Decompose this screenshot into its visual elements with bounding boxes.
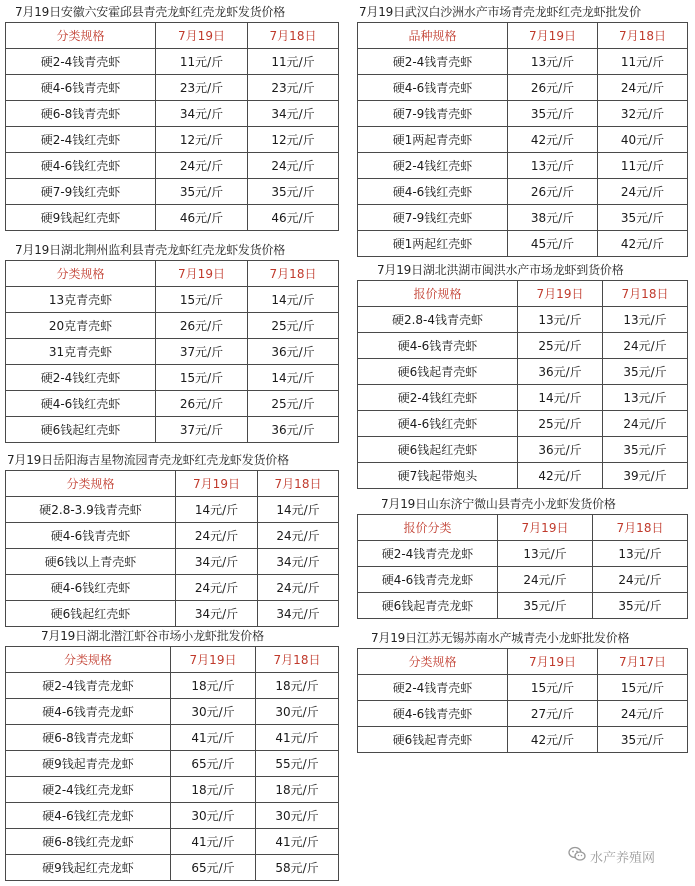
price-cell: 55元/斤 (256, 751, 339, 777)
price-block (357, 628, 687, 753)
table-row (6, 391, 339, 417)
table-row (6, 287, 339, 313)
table-row (6, 855, 339, 881)
price-cell: 35元/斤 (593, 593, 688, 619)
price-cell: 15元/斤 (598, 675, 688, 701)
price-cell: 35元/斤 (603, 437, 688, 463)
price-block (357, 494, 687, 619)
price-cell: 42元/斤 (518, 463, 603, 489)
table-row (358, 567, 688, 593)
table-row (6, 829, 339, 855)
table-row (6, 575, 339, 601)
price-cell: 11元/斤 (156, 49, 248, 75)
price-cell: 18元/斤 (256, 777, 339, 803)
price-cell: 30元/斤 (256, 803, 339, 829)
spec-cell: 硬2.8-4钱青壳虾 (358, 307, 518, 333)
price-cell: 13元/斤 (508, 153, 598, 179)
table-row (358, 675, 688, 701)
price-cell: 13元/斤 (498, 541, 593, 567)
price-cell: 14元/斤 (258, 497, 339, 523)
spec-cell: 硬2-4钱红壳虾 (6, 127, 156, 153)
header-cell: 分类规格 (6, 471, 176, 497)
price-cell: 35元/斤 (156, 179, 248, 205)
price-cell: 34元/斤 (176, 601, 258, 627)
spec-cell: 硬6钱以上青壳虾 (6, 549, 176, 575)
price-table (5, 470, 339, 627)
table-row (358, 179, 688, 205)
spec-cell: 硬7-9钱红壳虾 (6, 179, 156, 205)
header-cell: 7月19日 (156, 261, 248, 287)
price-cell: 26元/斤 (508, 179, 598, 205)
header-row (358, 281, 688, 307)
price-table (357, 22, 688, 257)
table-row (6, 601, 339, 627)
table-row (6, 75, 339, 101)
price-cell: 23元/斤 (248, 75, 339, 101)
table-row (6, 699, 339, 725)
header-row (6, 261, 339, 287)
price-cell: 36元/斤 (518, 437, 603, 463)
spec-cell: 硬7钱起带炮头 (358, 463, 518, 489)
block-title: 7月19日湖北洪湖市闽洪水产市场龙虾到货价格 (377, 263, 624, 277)
price-table (5, 22, 339, 231)
price-cell: 35元/斤 (498, 593, 593, 619)
spec-cell: 13克青壳虾 (6, 287, 156, 313)
spec-cell: 硬2-4钱青壳虾 (358, 49, 508, 75)
spec-cell: 硬2-4钱红壳虾 (358, 153, 508, 179)
price-cell: 14元/斤 (248, 365, 339, 391)
spec-cell: 20克青壳虾 (6, 313, 156, 339)
table-row (358, 307, 688, 333)
price-cell: 25元/斤 (248, 391, 339, 417)
price-cell: 39元/斤 (603, 463, 688, 489)
table-row (358, 385, 688, 411)
table-row (358, 727, 688, 753)
price-cell: 41元/斤 (171, 829, 256, 855)
table-row (358, 49, 688, 75)
table-row (358, 75, 688, 101)
table-row (6, 417, 339, 443)
table-row (358, 333, 688, 359)
table-row (358, 101, 688, 127)
spec-cell: 硬6-8钱青壳龙虾 (6, 725, 171, 751)
price-cell: 36元/斤 (248, 339, 339, 365)
table-row (6, 549, 339, 575)
table-row (6, 205, 339, 231)
spec-cell: 硬9钱起红壳虾 (6, 205, 156, 231)
spec-cell: 硬4-6钱红壳虾 (358, 179, 508, 205)
price-table (357, 648, 688, 753)
price-cell: 34元/斤 (176, 549, 258, 575)
table-row (6, 523, 339, 549)
table-row (358, 231, 688, 257)
price-cell: 30元/斤 (256, 699, 339, 725)
header-cell: 7月19日 (171, 647, 256, 673)
price-cell: 24元/斤 (598, 75, 688, 101)
spec-cell: 硬6钱起红壳虾 (6, 417, 156, 443)
table-row (358, 541, 688, 567)
block-title: 7月19日湖北荆州监利县青壳龙虾红壳龙虾发货价格 (15, 243, 286, 257)
price-block (5, 240, 338, 443)
table-row (6, 49, 339, 75)
table-row (6, 673, 339, 699)
price-block (5, 626, 338, 881)
header-cell: 7月18日 (248, 261, 339, 287)
price-cell: 18元/斤 (171, 673, 256, 699)
price-cell: 12元/斤 (248, 127, 339, 153)
price-cell: 35元/斤 (248, 179, 339, 205)
spec-cell: 硬4-6钱青壳虾 (6, 75, 156, 101)
price-cell: 34元/斤 (156, 101, 248, 127)
price-cell: 30元/斤 (171, 803, 256, 829)
wechat-icon (568, 846, 586, 866)
header-row (6, 471, 339, 497)
spec-cell: 硬2-4钱红壳虾 (358, 385, 518, 411)
header-cell: 7月19日 (156, 23, 248, 49)
price-cell: 24元/斤 (248, 153, 339, 179)
header-cell: 7月19日 (498, 515, 593, 541)
table-row (358, 593, 688, 619)
spec-cell: 硬1两起红壳虾 (358, 231, 508, 257)
header-cell: 7月17日 (598, 649, 688, 675)
spec-cell: 硬2-4钱青壳虾 (6, 49, 156, 75)
spec-cell: 硬6-8钱青壳虾 (6, 101, 156, 127)
spec-cell: 硬2.8-3.9钱青壳虾 (6, 497, 176, 523)
price-cell: 32元/斤 (598, 101, 688, 127)
spec-cell: 硬6钱起青壳虾 (358, 359, 518, 385)
spec-cell: 硬6钱起青壳龙虾 (358, 593, 498, 619)
price-cell: 38元/斤 (508, 205, 598, 231)
table-row (6, 153, 339, 179)
price-cell: 25元/斤 (518, 411, 603, 437)
table-row (358, 153, 688, 179)
price-cell: 25元/斤 (518, 333, 603, 359)
price-cell: 30元/斤 (171, 699, 256, 725)
table-row (6, 497, 339, 523)
spec-cell: 硬6-8钱红壳龙虾 (6, 829, 171, 855)
spec-cell: 31克青壳虾 (6, 339, 156, 365)
block-title: 7月19日山东济宁微山县青壳小龙虾发货价格 (381, 497, 616, 511)
spec-cell: 硬4-6钱红壳虾 (358, 411, 518, 437)
price-cell: 24元/斤 (593, 567, 688, 593)
spec-cell: 硬7-9钱青壳虾 (358, 101, 508, 127)
price-cell: 42元/斤 (508, 127, 598, 153)
price-cell: 24元/斤 (498, 567, 593, 593)
price-cell: 58元/斤 (256, 855, 339, 881)
table-row (358, 205, 688, 231)
header-row (6, 647, 339, 673)
price-block (5, 2, 338, 231)
spec-cell: 硬1两起青壳虾 (358, 127, 508, 153)
price-cell: 13元/斤 (508, 49, 598, 75)
spec-cell: 硬4-6钱红壳虾 (6, 575, 176, 601)
header-cell: 7月19日 (518, 281, 603, 307)
spec-cell: 硬6钱起青壳虾 (358, 727, 508, 753)
table-row (6, 365, 339, 391)
price-cell: 14元/斤 (518, 385, 603, 411)
header-cell: 报价规格 (358, 281, 518, 307)
spec-cell: 硬4-6钱红壳虾 (6, 391, 156, 417)
table-row (6, 179, 339, 205)
spec-cell: 硬6钱起红壳虾 (6, 601, 176, 627)
block-title: 7月19日岳阳海吉星物流园青壳龙虾红壳龙虾发货价格 (7, 453, 289, 467)
price-cell: 11元/斤 (598, 49, 688, 75)
price-cell: 13元/斤 (603, 385, 688, 411)
price-block (5, 450, 338, 627)
price-cell: 35元/斤 (603, 359, 688, 385)
spec-cell: 硬2-4钱青壳虾 (358, 675, 508, 701)
price-cell: 34元/斤 (258, 601, 339, 627)
spec-cell: 硬4-6钱青壳龙虾 (358, 567, 498, 593)
price-table (5, 260, 339, 443)
header-row (358, 23, 688, 49)
table-row (358, 701, 688, 727)
price-cell: 34元/斤 (248, 101, 339, 127)
price-cell: 26元/斤 (156, 391, 248, 417)
price-cell: 24元/斤 (176, 575, 258, 601)
spec-cell: 硬4-6钱红壳龙虾 (6, 803, 171, 829)
table-row (6, 725, 339, 751)
watermark (568, 846, 655, 866)
spec-cell: 硬4-6钱青壳虾 (6, 523, 176, 549)
header-cell: 7月18日 (248, 23, 339, 49)
price-block (357, 260, 687, 489)
table-row (6, 339, 339, 365)
table-row (6, 777, 339, 803)
header-cell: 分类规格 (6, 23, 156, 49)
block-title: 7月19日武汉白沙洲水产市场青壳龙虾红壳龙虾批发价 (359, 5, 641, 19)
spec-cell: 硬2-4钱青壳龙虾 (358, 541, 498, 567)
price-cell: 13元/斤 (593, 541, 688, 567)
price-cell: 24元/斤 (603, 411, 688, 437)
price-cell: 40元/斤 (598, 127, 688, 153)
header-cell: 分类规格 (6, 647, 171, 673)
price-cell: 45元/斤 (508, 231, 598, 257)
price-cell: 12元/斤 (156, 127, 248, 153)
header-cell: 7月18日 (598, 23, 688, 49)
block-title: 7月19日湖北潜江虾谷市场小龙虾批发价格 (41, 629, 264, 643)
spec-cell: 硬4-6钱青壳虾 (358, 333, 518, 359)
header-cell: 7月19日 (176, 471, 258, 497)
price-cell: 24元/斤 (603, 333, 688, 359)
table-row (6, 101, 339, 127)
table-row (358, 411, 688, 437)
price-cell: 36元/斤 (248, 417, 339, 443)
spec-cell: 硬9钱起红壳龙虾 (6, 855, 171, 881)
price-cell: 46元/斤 (156, 205, 248, 231)
price-cell: 24元/斤 (598, 179, 688, 205)
table-row (6, 127, 339, 153)
spec-cell: 硬6钱起红壳虾 (358, 437, 518, 463)
header-cell: 报价分类 (358, 515, 498, 541)
header-cell: 7月18日 (258, 471, 339, 497)
price-cell: 11元/斤 (248, 49, 339, 75)
price-cell: 26元/斤 (156, 313, 248, 339)
price-cell: 24元/斤 (598, 701, 688, 727)
price-cell: 41元/斤 (256, 829, 339, 855)
price-cell: 11元/斤 (598, 153, 688, 179)
price-cell: 18元/斤 (171, 777, 256, 803)
price-cell: 65元/斤 (171, 855, 256, 881)
spec-cell: 硬2-4钱红壳虾 (6, 365, 156, 391)
header-cell: 分类规格 (358, 649, 508, 675)
spec-cell: 硬4-6钱青壳虾 (358, 75, 508, 101)
spec-cell: 硬9钱起青壳龙虾 (6, 751, 171, 777)
spec-cell: 硬4-6钱青壳龙虾 (6, 699, 171, 725)
price-cell: 15元/斤 (508, 675, 598, 701)
header-cell: 分类规格 (6, 261, 156, 287)
header-row (358, 515, 688, 541)
price-cell: 37元/斤 (156, 417, 248, 443)
price-cell: 24元/斤 (258, 575, 339, 601)
spec-cell: 硬4-6钱红壳虾 (6, 153, 156, 179)
price-cell: 14元/斤 (248, 287, 339, 313)
header-row (6, 23, 339, 49)
price-cell: 65元/斤 (171, 751, 256, 777)
table-row (358, 463, 688, 489)
price-cell: 13元/斤 (603, 307, 688, 333)
price-cell: 18元/斤 (256, 673, 339, 699)
table-row (6, 313, 339, 339)
block-title: 7月19日江苏无锡苏南水产城青壳小龙虾批发价格 (371, 631, 630, 645)
price-cell: 37元/斤 (156, 339, 248, 365)
price-table (357, 514, 688, 619)
table-row (358, 127, 688, 153)
header-cell: 7月18日 (603, 281, 688, 307)
price-cell: 41元/斤 (171, 725, 256, 751)
spec-cell: 硬2-4钱红壳龙虾 (6, 777, 171, 803)
watermark-text: 水产养殖网 (590, 850, 656, 866)
price-cell: 26元/斤 (508, 75, 598, 101)
spec-cell: 硬7-9钱红壳虾 (358, 205, 508, 231)
price-cell: 41元/斤 (256, 725, 339, 751)
header-cell: 7月19日 (508, 23, 598, 49)
price-cell: 35元/斤 (598, 727, 688, 753)
price-cell: 46元/斤 (248, 205, 339, 231)
header-cell: 7月18日 (256, 647, 339, 673)
price-cell: 15元/斤 (156, 287, 248, 313)
price-table (5, 646, 339, 881)
price-cell: 14元/斤 (176, 497, 258, 523)
price-cell: 34元/斤 (258, 549, 339, 575)
price-cell: 13元/斤 (518, 307, 603, 333)
table-row (358, 359, 688, 385)
price-cell: 15元/斤 (156, 365, 248, 391)
price-block (357, 2, 687, 257)
block-title: 7月19日安徽六安霍邱县青壳龙虾红壳龙虾发货价格 (15, 5, 286, 19)
price-cell: 27元/斤 (508, 701, 598, 727)
header-cell: 品种规格 (358, 23, 508, 49)
price-cell: 24元/斤 (176, 523, 258, 549)
price-cell: 23元/斤 (156, 75, 248, 101)
price-table (357, 280, 688, 489)
header-cell: 7月18日 (593, 515, 688, 541)
header-cell: 7月19日 (508, 649, 598, 675)
spec-cell: 硬4-6钱青壳虾 (358, 701, 508, 727)
table-row (6, 751, 339, 777)
price-cell: 24元/斤 (258, 523, 339, 549)
table-row (358, 437, 688, 463)
price-cell: 35元/斤 (508, 101, 598, 127)
header-row (358, 649, 688, 675)
price-cell: 24元/斤 (156, 153, 248, 179)
price-cell: 42元/斤 (508, 727, 598, 753)
spec-cell: 硬2-4钱青壳龙虾 (6, 673, 171, 699)
price-cell: 36元/斤 (518, 359, 603, 385)
price-cell: 25元/斤 (248, 313, 339, 339)
table-row (6, 803, 339, 829)
price-cell: 42元/斤 (598, 231, 688, 257)
price-cell: 35元/斤 (598, 205, 688, 231)
